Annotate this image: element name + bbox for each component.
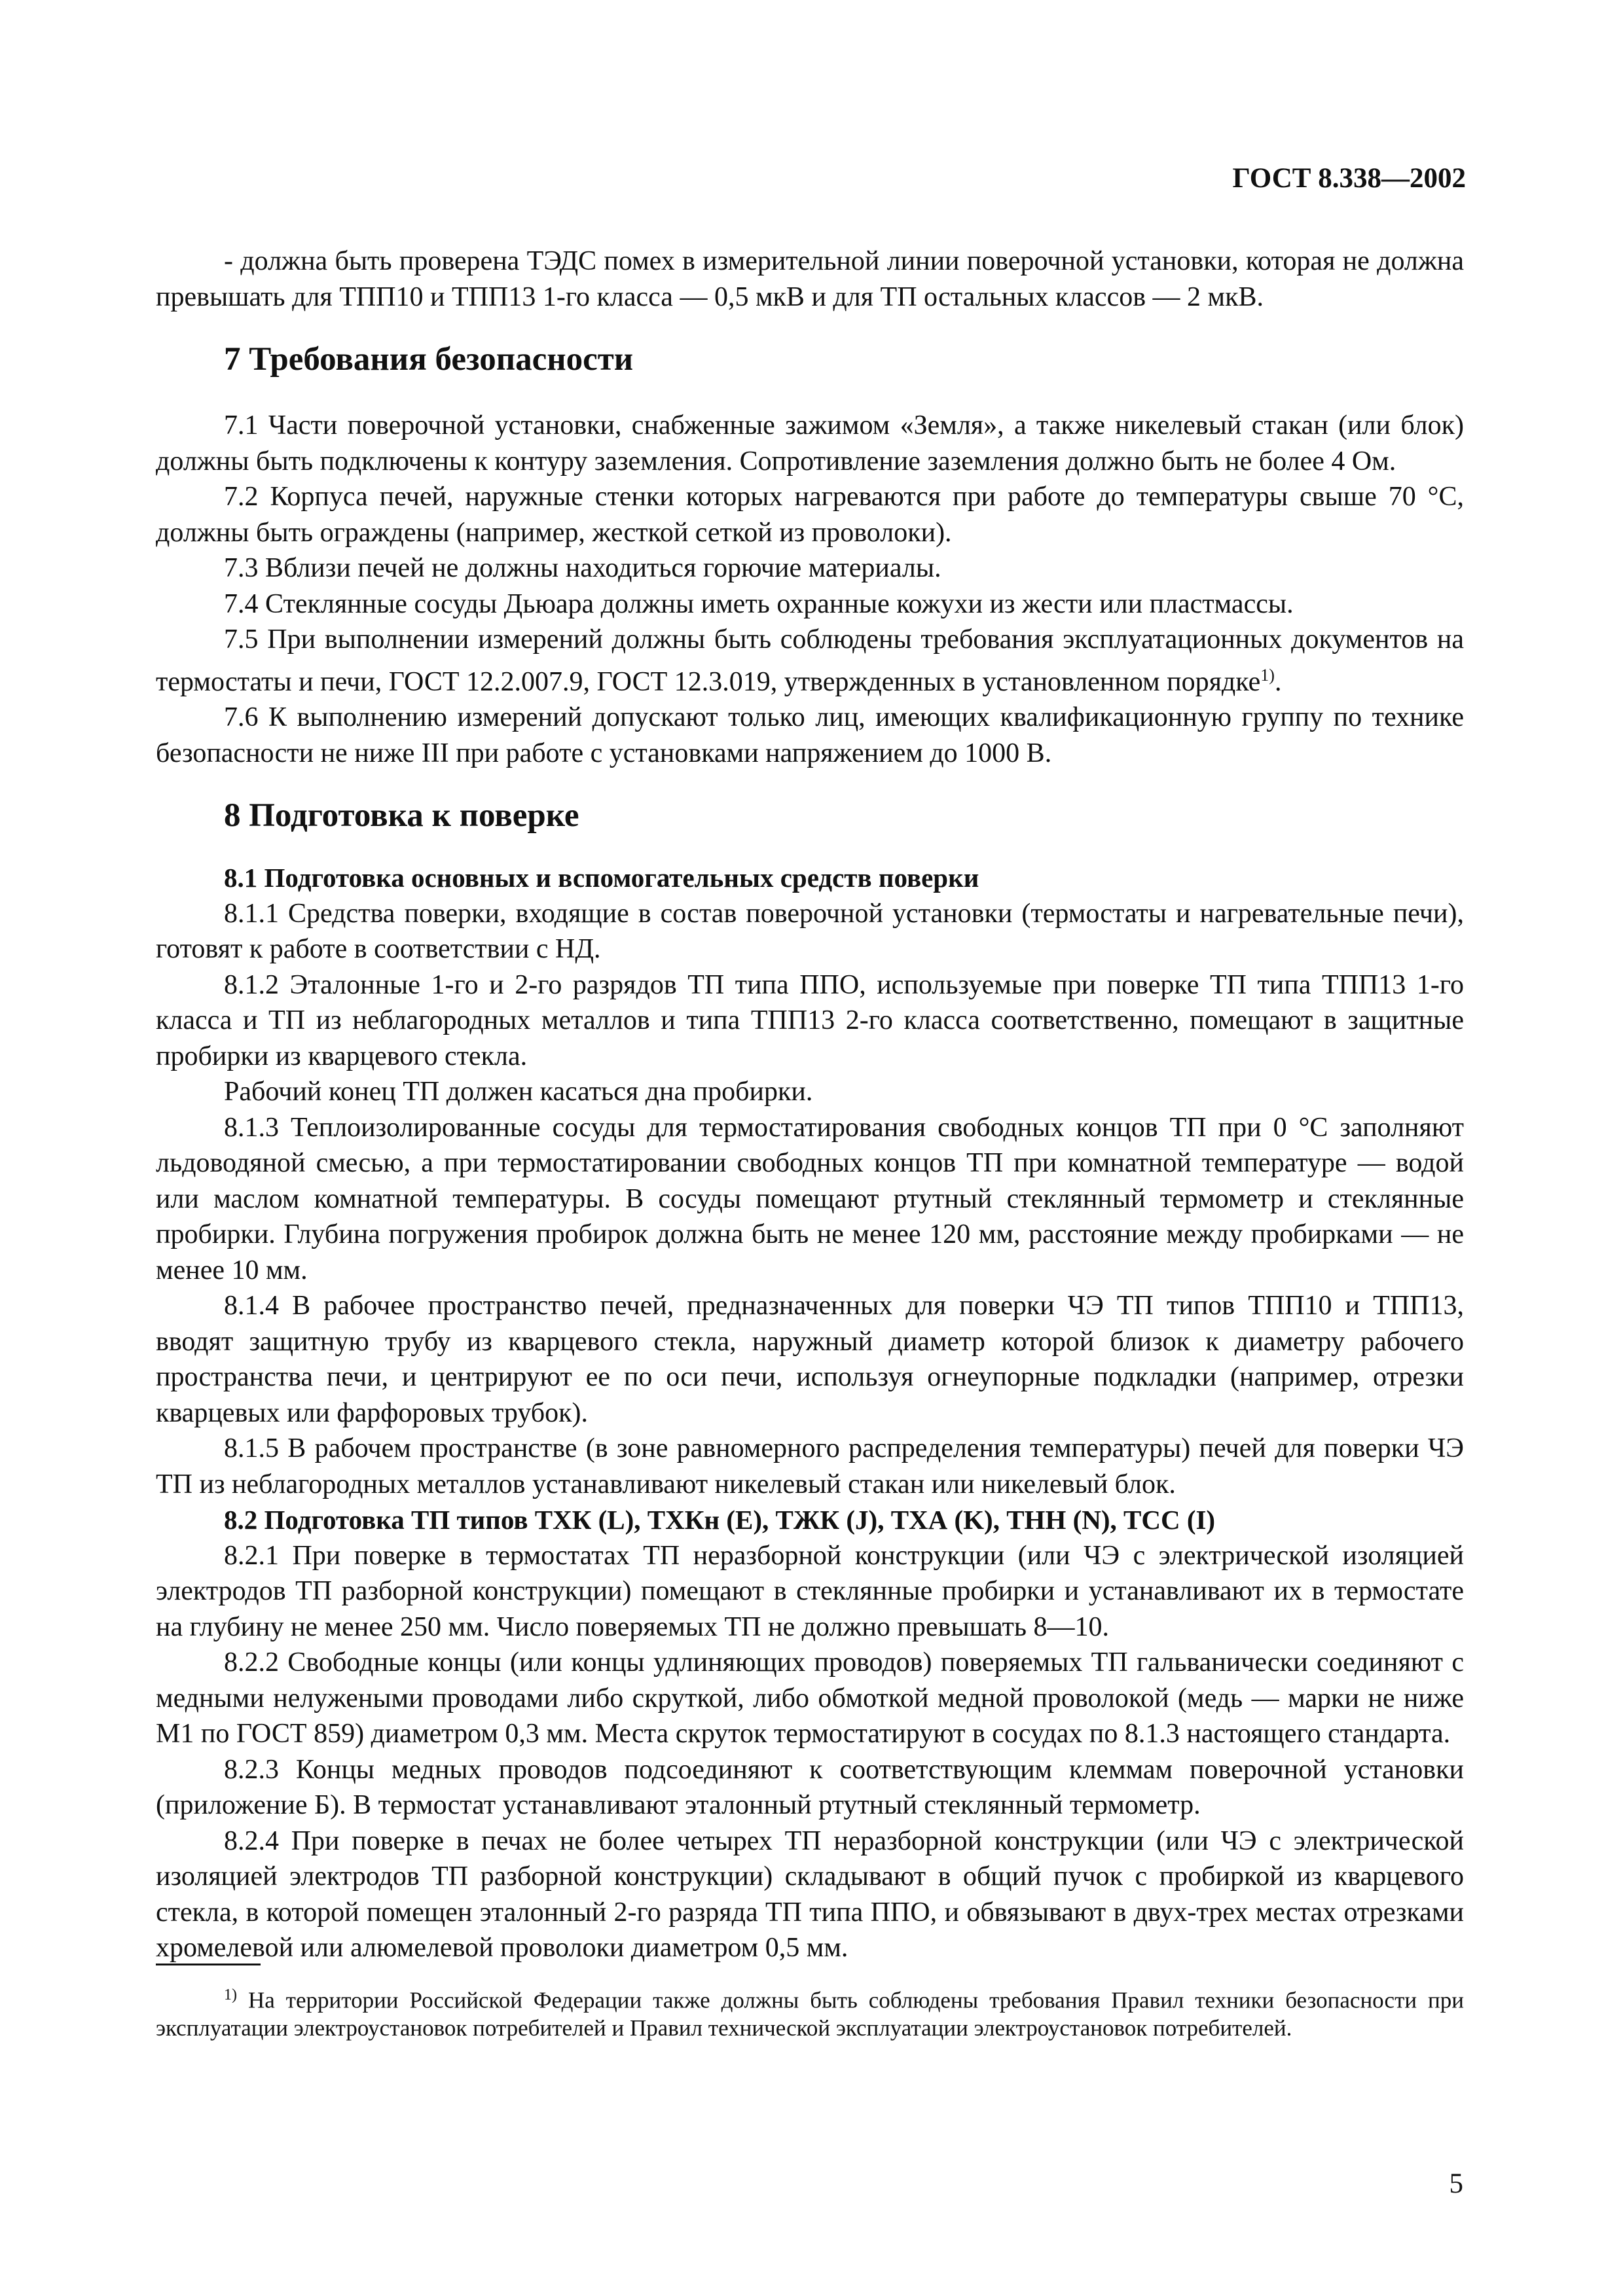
paragraph-8-2-1: 8.2.1 При поверке в термостатах ТП неразборной конструкции (или ЧЭ с электрической изоляцией электродов ТП разборной конструкции) помещают в стеклянные пробирки и устанавливают их в термостате на глубину не менее 250 мм. Число поверяемых ТП не должно превышать 8—10. — [156, 1540, 1464, 1642]
page-number: 5 — [1449, 2168, 1463, 2199]
paragraph-8-1-2-note: Рабочий конец ТП должен касаться дна пробирки. — [224, 1077, 813, 1107]
paragraph-8-1-4: 8.1.4 В рабочее пространство печей, предназначенных для поверки ЧЭ ТП типов ТПП10 и ТПП13, вводят защитную трубу из кварцевого стекла, наружный диаметр которой близок к диаметру рабочего пространства печи, и центрируют ее по оси печи, используя огнеупорные подкладки (например, отрезки кварцевых или фарфоровых трубок). — [156, 1291, 1464, 1428]
footnote-body: На территории Российской Федерации также должны быть соблюдены требования Правил техники безопасности при эксплуатации электроустановок потребителей и Правил технической эксплуатации электроустановок потребителей. — [156, 1987, 1464, 2041]
paragraph-8-1-2: 8.1.2 Эталонные 1-го и 2-го разрядов ТП типа ППО, используемые при поверке ТП типа ТПП13 1-го класса и ТП из неблагородных металлов и типа ТПП13 2-го класса соответственно, помещают в защитные пробирки из кварцевого стекла. — [156, 969, 1464, 1071]
paragraph-8-2-2: 8.2.2 Свободные концы (или концы удлиняющих проводов) поверяемых ТП гальванически соединяют с медными нелужеными проводами либо скруткой, либо обмоткой медной проволокой (медь — марки не ниже М1 по ГОСТ 859) диаметром 0,3 мм. Места скруток термостатируют в сосудах по 8.1.3 настоящего стандарта. — [156, 1647, 1464, 1749]
paragraph-7-1: 7.1 Части поверочной установки, снабженные зажимом «Земля», а также никелевый стакан (или блок) должны быть подключены к контуру заземления. Сопротивление заземления должно быть не более 4 Ом. — [156, 410, 1464, 476]
main-content — [156, 243, 1464, 1966]
subsection-8-1-heading: 8.1 Подготовка основных и вспомогательных средств поверки — [224, 863, 979, 893]
paragraph-7-5-end: . — [1274, 666, 1282, 697]
paragraph-8-1-3: 8.1.3 Теплоизолированные сосуды для термостатирования свободных концов ТП при 0 °С заполняют льдоводяной смесью, а при термостатировании свободных концов ТП при комнатной температуре — водой или маслом комнатной температуры. В сосуды помещают ртутный стеклянный термометр и стеклянные пробирки. Глубина погружения пробирок должна быть не менее 120 мм, расстояние между пробирками — не менее 10 мм. — [156, 1112, 1464, 1285]
paragraph-7-2: 7.2 Корпуса печей, наружные стенки которых нагреваются при работе до температуры свыше 70 °С, должны быть ограждены (например, жесткой сеткой из проволоки). — [156, 482, 1464, 548]
footnote-divider — [156, 1964, 261, 1965]
paragraph-8-1-1: 8.1.1 Средства поверки, входящие в состав поверочной установки (термостаты и нагревательные печи), готовят к работе в соответствии с НД. — [156, 898, 1464, 964]
paragraph-8-2-3: 8.2.3 Концы медных проводов подсоединяют к соответствующим клеммам поверочной установки (приложение Б). В термостат устанавливают эталонный ртутный стеклянный термометр. — [156, 1754, 1464, 1820]
paragraph-8-1-5: 8.1.5 В рабочем пространстве (в зоне равномерного распределения температуры) печей для поверки ЧЭ ТП из неблагородных металлов устанавливают никелевый стакан или никелевый блок. — [156, 1433, 1464, 1499]
section-7-heading: 7 Требования безопасности — [224, 341, 634, 378]
paragraph-8-2-4: 8.2.4 При поверке в печах не более четырех ТП неразборной конструкции (или ЧЭ с электрической изоляцией электродов ТП разборной конструкции) складывают в общий пучок с пробиркой из кварцевого стекла, в которой помещен эталонный 2-го разряда ТП типа ППО, и обвязывают в двух-трех местах отрезками хромелевой или алюмелевой проволоки диаметром 0,5 мм. — [156, 1825, 1464, 1963]
paragraph-7-5 — [156, 622, 1464, 700]
intro-paragraph: - должна быть проверена ТЭДС помех в измерительной линии поверочной установки, которая не должна превышать для ТПП10 и ТПП13 1-го класса — 0,5 мкВ и для ТП остальных классов — 2 мкВ. — [156, 246, 1464, 312]
subsection-8-2-heading: 8.2 Подготовка ТП типов ТХК (L), ТХКн (E), ТЖК (J), ТХА (K), ТНН (N), ТСС (I) — [224, 1505, 1216, 1535]
footnote-marker: 1) — [224, 1986, 237, 2003]
document-code: ГОСТ 8.338—2002 — [1232, 163, 1466, 194]
footnote-ref: 1) — [1260, 665, 1275, 685]
paragraph-7-6: 7.6 К выполнению измерений допускают только лиц, имеющих квалификационную группу по технике безопасности не ниже III при работе с установками напряжением до 1000 В. — [156, 702, 1464, 768]
paragraph-7-4: 7.4 Стеклянные сосуды Дьюара должны иметь охранные кожухи из жести или пластмассы. — [224, 588, 1294, 619]
footnote-area — [156, 1964, 1464, 2042]
footnote-text — [156, 1981, 1464, 2042]
section-8-heading: 8 Подготовка к поверке — [224, 797, 579, 834]
paragraph-7-3: 7.3 Вблизи печей не должны находиться горючие материалы. — [224, 553, 941, 583]
paragraph-7-5-text: 7.5 При выполнении измерений должны быть соблюдены требования эксплуатационных документов на термостаты и печи, ГОСТ 12.2.007.9, ГОСТ 12.3.019, утвержденных в установленном порядке — [156, 624, 1464, 697]
